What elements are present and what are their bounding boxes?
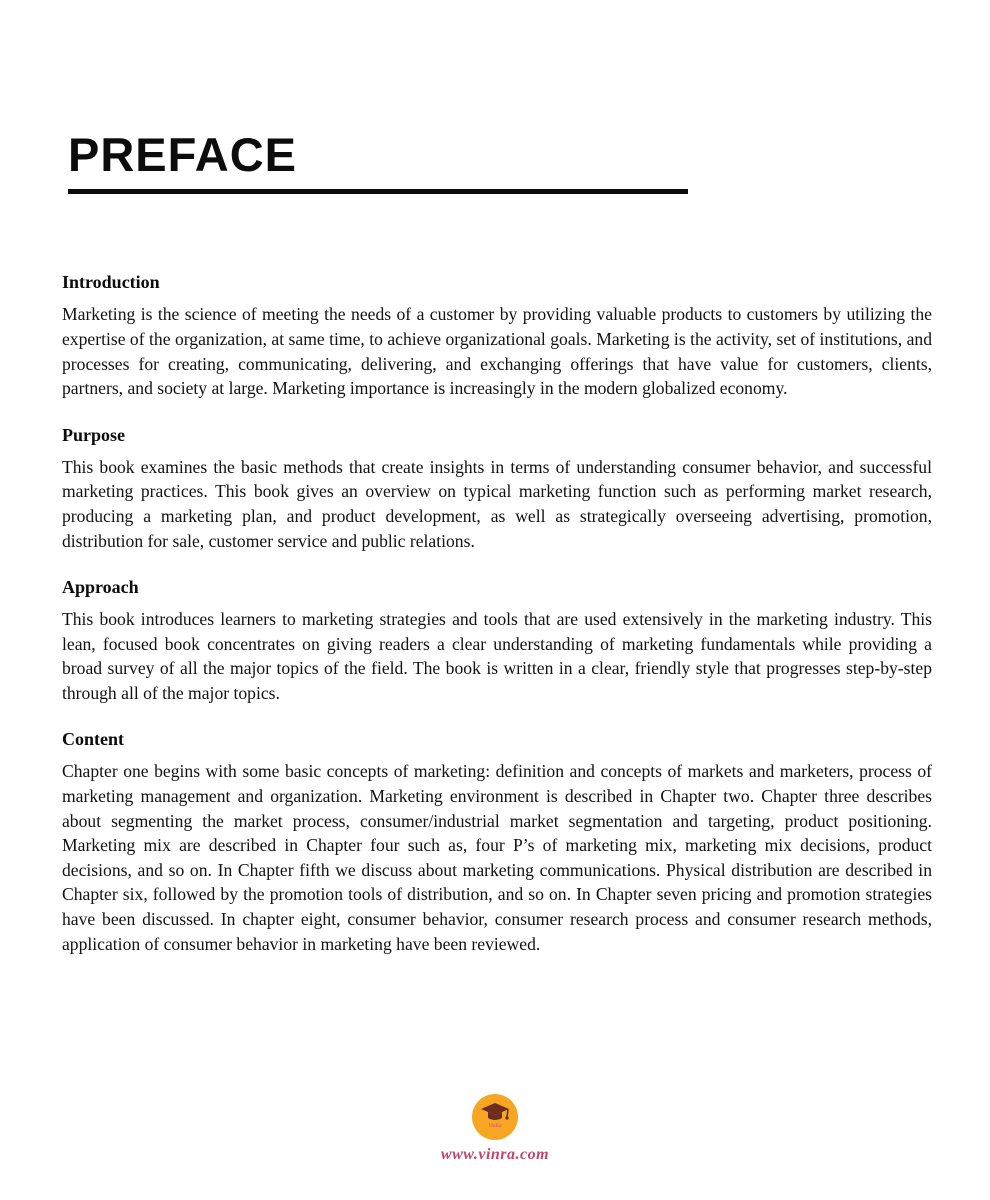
page-content [62, 0, 932, 980]
title-block [62, 130, 932, 194]
section-body: Chapter one begins with some basic concepts of marketing: definition and concepts of markets and marketers, process of marketing management and organization. Marketing environment is described in Chapter two. Chapter three describes about segmenting the market process, consumer/industrial market segmentation and targeting, product positioning. Marketing mix are described in Chapter four such as, four P’s of marketing mix, marketing mix decisions, product decisions, and so on. In Chapter fifth we discuss about marketing communications. Physical distribution are described in Chapter six, followed by the promotion tools of distribution, and so on. In Chapter seven pricing and promotion strategies have been discussed. In chapter eight, consumer behavior, consumer research process and consumer research methods, application of consumer behavior in marketing have been reviewed. [62, 761, 932, 954]
section-introduction [62, 272, 932, 400]
section-heading: Introduction [62, 272, 160, 293]
publisher-logo [472, 1094, 518, 1140]
title-underline-rule [68, 189, 688, 194]
section-heading: Approach [62, 577, 139, 598]
section-heading: Content [62, 729, 124, 750]
svg-text:VinRa: VinRa [488, 1122, 502, 1129]
section-body: Marketing is the science of meeting the needs of a customer by providing valuable products to customers by utilizing the expertise of the organization, at same time, to achieve organizational goals. Marketing is the activity, set of institutions, and processes for creating, communicating, delivering, and exchanging offerings that have value for customers, clients, partners, and society at large. Marketing importance is increasingly in the modern globalized economy. [62, 304, 932, 399]
graduation-cap-icon [478, 1100, 512, 1135]
section-body: This book introduces learners to marketing strategies and tools that are used extensively in the marketing industry. This lean, focused book concentrates on giving readers a clear understanding of marketing fundamentals while providing a broad survey of all the major topics of the field. The book is written in a clear, friendly style that progresses step-by-step through all of the major topics. [62, 609, 932, 703]
section-body: This book examines the basic methods that create insights in terms of understanding consumer behavior, and successful marketing practices. This book gives an overview on typical marketing function such as performing market research, producing a marketing plan, and product development, as well as strategically overseeing advertising, promotion, distribution for sale, customer service and public relations. [62, 456, 932, 551]
section-heading: Purpose [62, 424, 125, 445]
section-approach [62, 577, 932, 705]
section-purpose [62, 425, 932, 553]
footer [0, 1094, 990, 1164]
page-title: PREFACE [68, 128, 297, 181]
footer-url-link[interactable]: www.vinra.com [440, 1146, 550, 1163]
section-content [62, 729, 932, 956]
